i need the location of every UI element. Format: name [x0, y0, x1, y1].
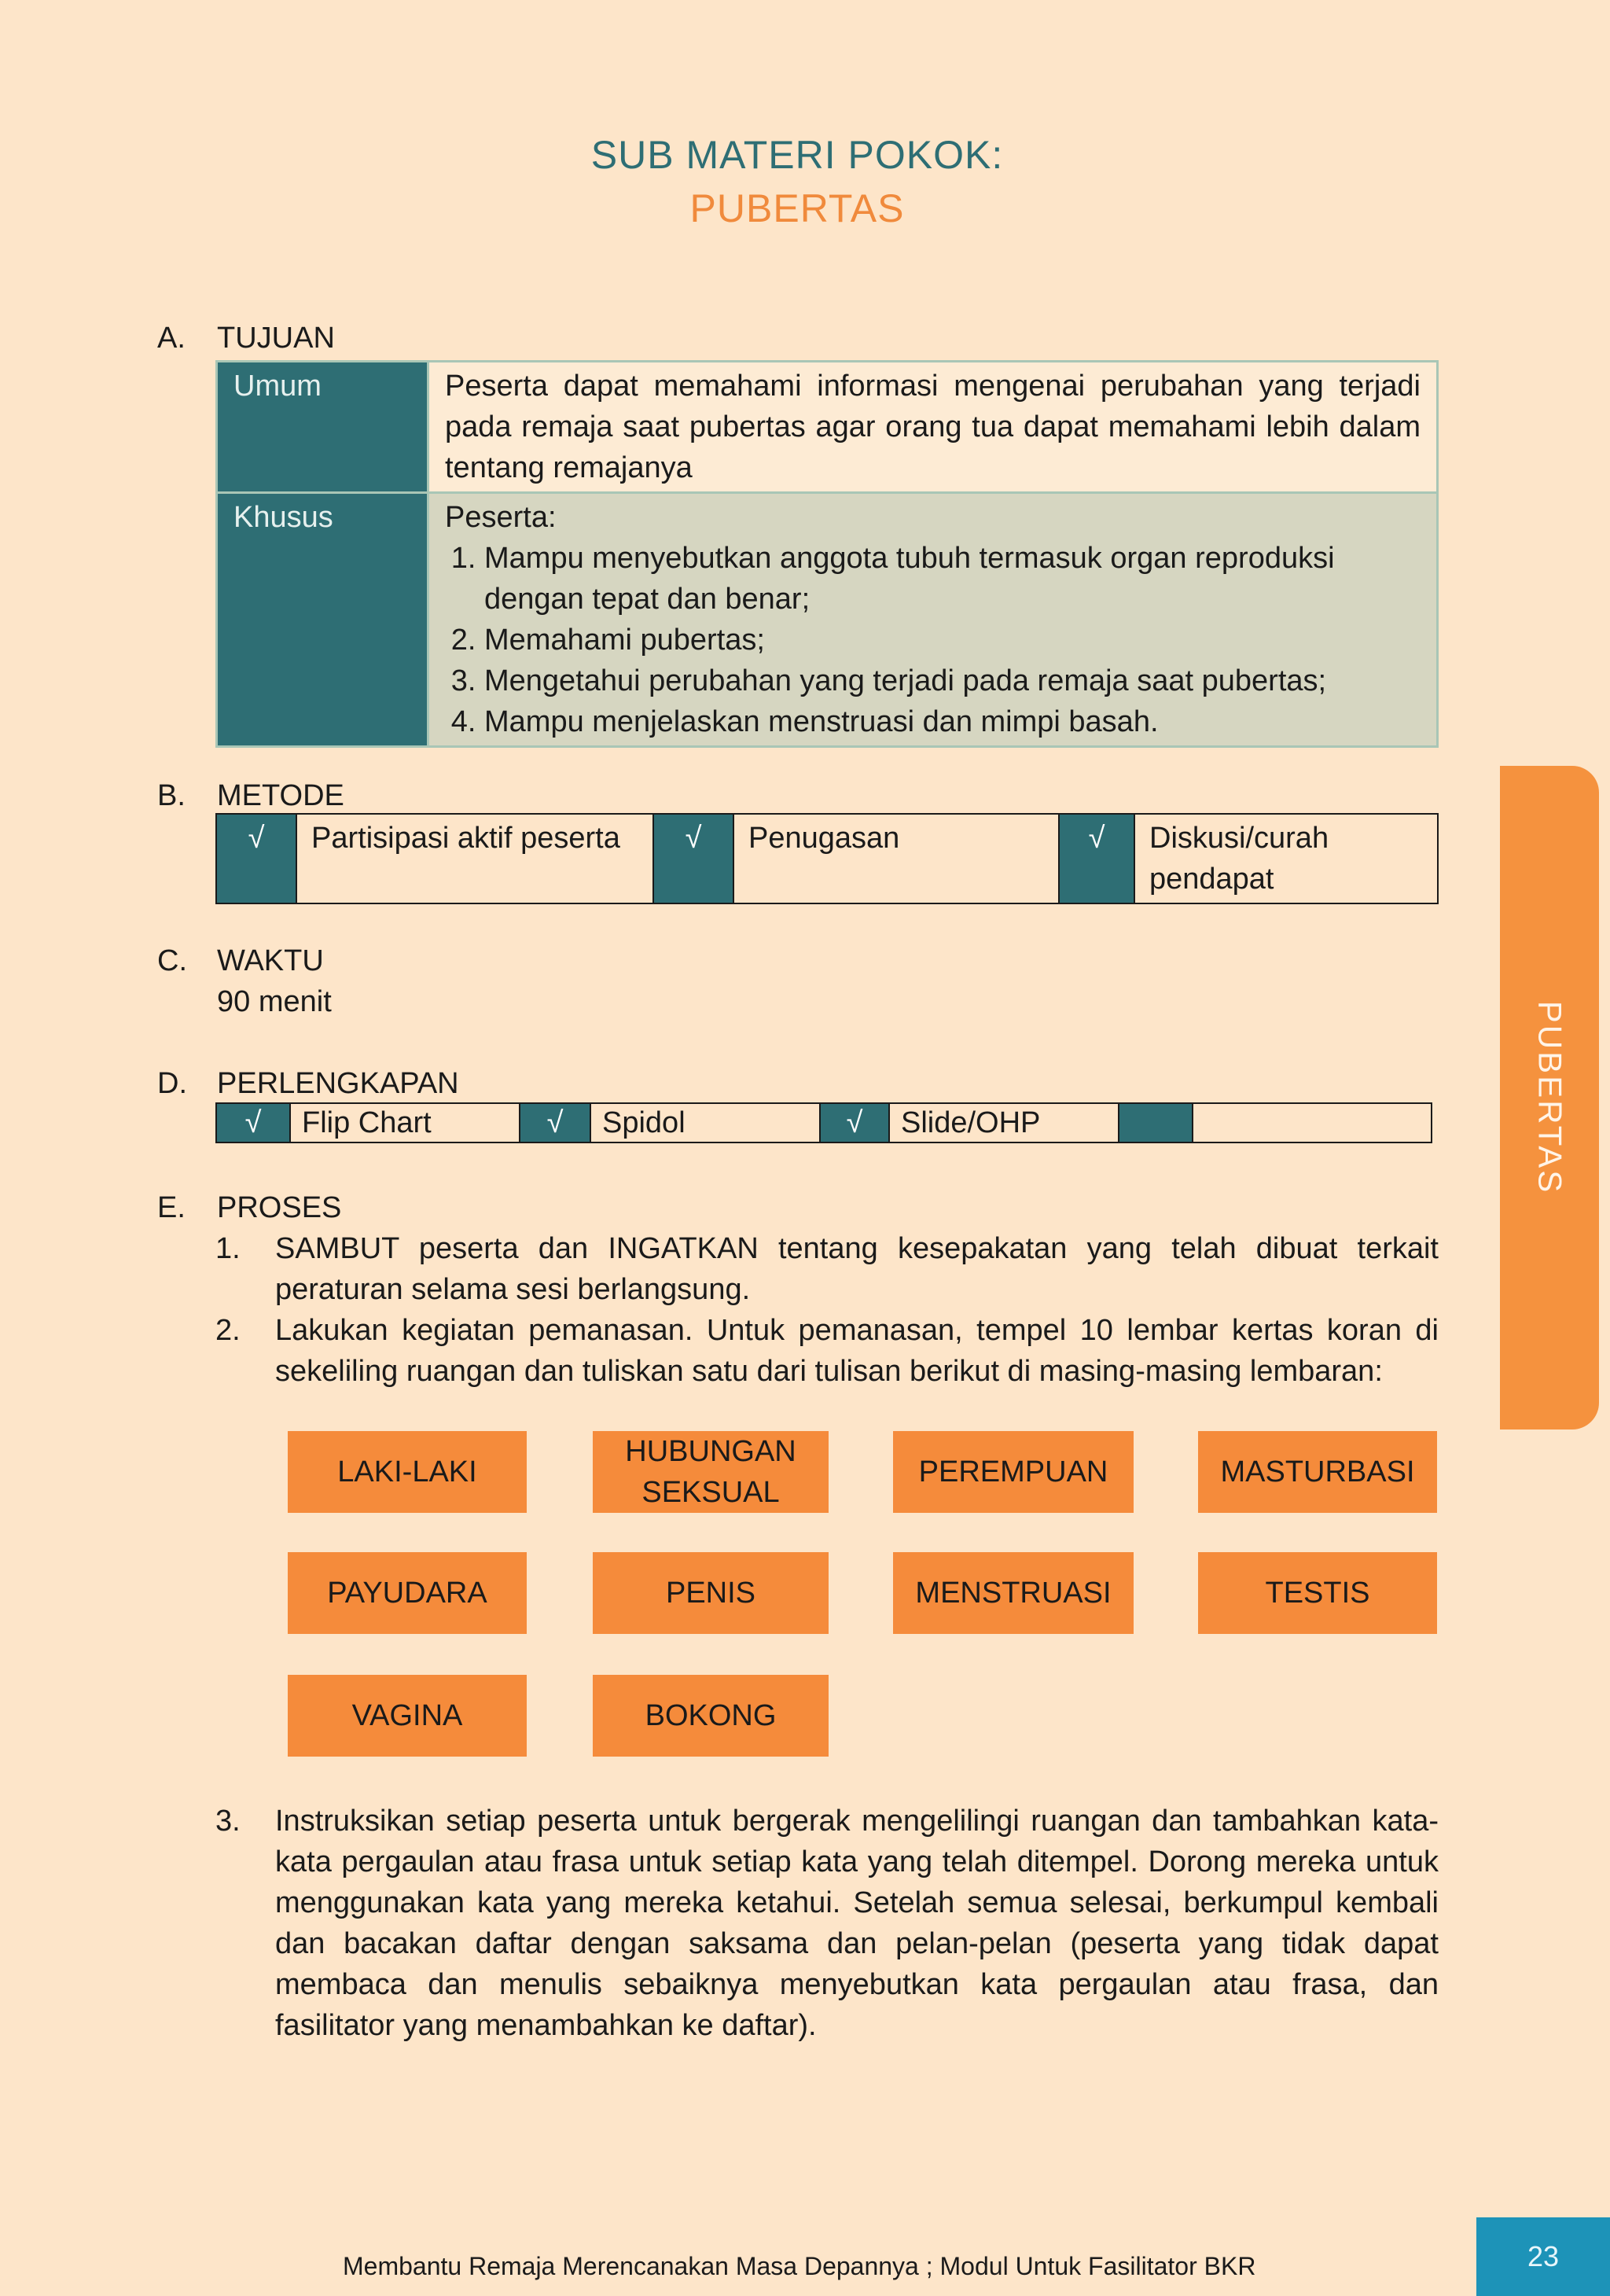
keyword-box: PENIS [593, 1552, 829, 1634]
side-tab-label-wrap [1500, 766, 1599, 1429]
empty-check-cell [1119, 1103, 1193, 1142]
khusus-list [445, 538, 1421, 742]
keyword-box: PEREMPUAN [893, 1431, 1134, 1513]
perlengkapan-item: Flip Chart [290, 1103, 520, 1142]
perlengkapan-item: Slide/OHP [889, 1103, 1119, 1142]
step-number: 3. [215, 1805, 241, 1838]
umum-label: Umum [217, 362, 428, 493]
check-mark: √ [1059, 814, 1134, 903]
keyword-box: MASTURBASI [1198, 1431, 1437, 1513]
keyword-box: TESTIS [1198, 1552, 1437, 1634]
step-text: Lakukan kegiatan pemanasan. Untuk pemanasan, tempel 10 lembar kertas koran di sekeliling ruangan dan tuliskan satu dari tulisan berikut di masing-masing lembaran: [275, 1314, 1439, 1388]
section-name: PERLENGKAPAN [217, 1067, 459, 1100]
khusus-item: 4. Mampu menjelaskan menstruasi dan mimpi basah. [484, 701, 1421, 742]
check-mark: √ [653, 814, 733, 903]
section-letter: E. [157, 1191, 186, 1224]
page-number: 23 [1476, 2217, 1610, 2296]
keyword-box: LAKI-LAKI [288, 1431, 527, 1513]
title-line-1: SUB MATERI POKOK: [590, 133, 1004, 177]
metode-table [215, 813, 1439, 904]
section-name: TUJUAN [217, 322, 335, 355]
perlengkapan-item: Spidol [590, 1103, 820, 1142]
keyword-box: VAGINA [288, 1675, 527, 1757]
step-text: Instruksikan setiap peserta untuk bergerak mengelilingi ruangan dan tambahkan kata-kata pergaulan atau frasa untuk setiap kata yang telah ditempel. Dorong mereka untuk menggunakan kata yang mereka ketahui. Setelah semua selesai, berkumpul kembali dan bacakan daftar dengan saksama dan pelan-pelan (peserta yang tidak dapat membaca dan menulis sebaiknya menyebutkan kata pergaulan atau frasa, dan fasilitator yang menambahkan ke daftar). [275, 1805, 1439, 2042]
section-letter: A. [157, 322, 186, 355]
section-name: WAKTU [217, 944, 324, 977]
metode-item: Penugasan [733, 814, 1059, 903]
check-mark: √ [520, 1103, 590, 1142]
tujuan-row-umum [217, 362, 1438, 493]
perlengkapan-item [1193, 1103, 1432, 1142]
khusus-item: 3. Mengetahui perubahan yang terjadi pada remaja saat pubertas; [484, 660, 1421, 701]
step-number: 1. [215, 1232, 241, 1265]
check-mark: √ [216, 814, 296, 903]
section-name: METODE [217, 779, 344, 812]
umum-text: Peserta dapat memahami informasi mengenai perubahan yang terjadi pada remaja saat pubertas agar orang tua dapat memahami lebih dalam tentang remajanya [428, 362, 1438, 493]
tujuan-table [215, 360, 1439, 748]
step-text: SAMBUT peserta dan INGATKAN tentang kesepakatan yang telah dibuat terkait peraturan selama sesi berlangsung. [275, 1232, 1439, 1306]
section-letter: B. [157, 779, 186, 812]
khusus-item: 2. Memahami pubertas; [484, 620, 1421, 660]
keyword-box: HUBUNGAN SEKSUAL [593, 1431, 829, 1513]
section-name: PROSES [217, 1191, 342, 1224]
khusus-label: Khusus [217, 493, 428, 747]
title-line-2: PUBERTAS [689, 186, 905, 230]
metode-item: Diskusi/curah pendapat [1134, 814, 1438, 903]
check-mark: √ [216, 1103, 290, 1142]
metode-item: Partisipasi aktif peserta [296, 814, 653, 903]
khusus-content [428, 493, 1438, 747]
side-tab-label: PUBERTAS [1531, 1000, 1569, 1195]
step-number: 2. [215, 1314, 241, 1347]
keyword-box: MENSTRUASI [893, 1552, 1134, 1634]
section-letter: C. [157, 944, 187, 977]
footer-text: Membantu Remaja Merencanakan Masa Depannya ; Modul Untuk Fasilitator BKR [343, 2252, 1256, 2280]
khusus-intro: Peserta: [445, 501, 557, 534]
perlengkapan-table [215, 1102, 1432, 1143]
tujuan-row-khusus [217, 493, 1438, 747]
keyword-box: BOKONG [593, 1675, 829, 1757]
keyword-box: PAYUDARA [288, 1552, 527, 1634]
section-letter: D. [157, 1067, 187, 1100]
khusus-item: 1. Mampu menyebutkan anggota tubuh termasuk organ reproduksi dengan tepat dan benar; [484, 538, 1421, 620]
check-mark: √ [820, 1103, 889, 1142]
waktu-value: 90 menit [217, 985, 332, 1018]
